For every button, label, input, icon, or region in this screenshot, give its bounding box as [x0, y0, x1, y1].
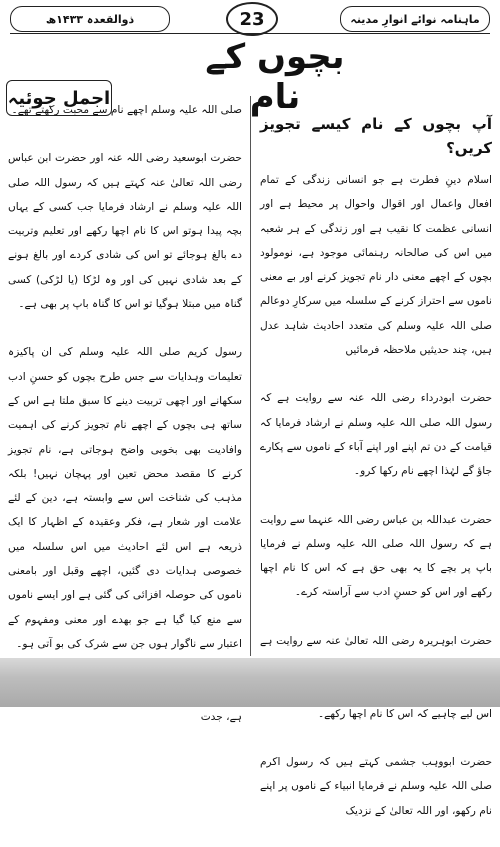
- column-divider: [250, 96, 251, 656]
- paragraph: حضرت ابودرداء رضی اللہ عنہ سے روایت ہے کہ رسول اللہ صلی اللہ علیہ وسلم نے ارشاد فرمایا کہ قیامت کے دن تم اپنے اور اپنے آباء کے ناموں سے پکارے جاؤ گے لہٰذا اچھے نام رکھا کرو۔: [260, 392, 492, 478]
- magazine-name: ماہنامہ نوائے انوارِ مدینہ: [350, 12, 480, 26]
- paragraph: حضرت عبداللہ بن عباس رضی اللہ عنہما سے روایت ہے کہ رسول اللہ صلی اللہ علیہ وسلم نے فرمایا باپ پر بچے کا یہ بھی حق ہے کہ اس کا نام اچھا رکھے اور اس کو حسنِ ادب سے آراستہ کرے۔: [260, 513, 492, 599]
- paragraph: حضرت ابوسعید رضی اللہ عنہ اور حضرت ابن عباس رضی اللہ تعالیٰ عنہ کہتے ہیں کہ رسول اللہ صلی اللہ علیہ وسلم نے ارشاد فرمایا جب کسی کے یہاں بچہ پیدا ہوتو اس کا نام اچھا رکھے اور تعلیم وتربیت دے بالغ ہوجائے تو اس کی شادی کردے اور بالغ ہونے کے بعد شادی نہیں کی اور وہ لڑکا (یا لڑکی) کسی گناہ میں مبتلا ہوگیا تو اس کا گناہ باپ پر بھی ہے۔: [8, 152, 242, 311]
- right-column: [260, 112, 492, 847]
- paragraph: صلی اللہ علیہ وسلم اچھے نام سے محبت رکھتے تھے۔: [11, 104, 242, 116]
- header-rule: [10, 33, 490, 34]
- issue-date-box: [10, 6, 170, 32]
- page-number: 23: [226, 2, 278, 36]
- paragraph: حضرت ابوہریرہ رضی اللہ تعالیٰ عنہ سے روایت ہے اس لیے چاہیے کہ اس کا نام اچھا رکھے۔: [260, 634, 492, 720]
- author-name: اجمل جوئیہ: [7, 87, 111, 109]
- magazine-name-box: [340, 6, 490, 32]
- section-heading: آپ بچوں کے نام کیسے تجویز کریں؟: [260, 115, 492, 157]
- paragraph: اسلام دینِ فطرت ہے جو انسانی زندگی کے تمام افعال واعمال اور اقوال واحوال پر محیط ہے اور انسانی عظمت کا نقیب ہے اور زندگی کے ہر شعبہ میں اس کی صالحانہ رہنمائی موجود ہے، نومولود بچوں کے اچھے معنی دار نام تجویز کرنے اور بے معنی ناموں سے احتراز کرنے کے سلسلہ میں سرکارِ دوعالم صلی اللہ علیہ وسلم کی متعدد احادیث شاہد عدل ہیں، چند حدیثیں ملاحظہ فرمائیں: [260, 174, 492, 357]
- paragraph: حضرت ابووہب جشمی کہتے ہیں کہ رسول اکرم صلی اللہ علیہ وسلم نے فرمایا انبیاء کے ناموں پر اپنے نام رکھو، اور اللہ تعالیٰ کے نزدیک: [260, 755, 492, 817]
- paragraph: ہے، جدت: [200, 710, 242, 723]
- blurred-footer: [0, 658, 500, 707]
- left-column: [8, 98, 242, 753]
- issue-date: ذوالقعدہ ۱۴۳۳ھ: [45, 12, 135, 26]
- paragraph: رسول کریم صلی اللہ علیہ وسلم کی ان پاکیزہ تعلیمات وہدایات سے جس طرح بچوں کو حسنِ ادب سکھانے اور اچھی تربیت دینے کا سبق ملتا ہے اس کے ساتھ ہی بچوں کے اچھے نام تجویز کرنے کی اہمیت وافادیت بھی بخوبی واضح ہوجاتی ہے، نام تجویز کرنے کا مقصد محض تعین اور پہچان نہیں! بلکہ مذہب کی شناخت اس سے وابستہ ہے، دین کے لئے علامت اور شعار ہے، فکر وعقیدہ کے اظہار کا ایک ذریعہ ہے اس لئے احادیث میں اس سلسلہ میں خصوصی ہدایات دی گئیں، اچھے وقبل اور بامعنی ناموں کی حوصلہ افزائی کی گئی ہے اور ایسے ناموں سے منع کیا گیا ہے جو بھدے اور معنی ومفہوم کے اعتبار سے ناگوار ہوں جن سے شرک کی بو آتی ہو۔: [8, 346, 242, 650]
- article-title: بچوں کے نام: [205, 37, 345, 117]
